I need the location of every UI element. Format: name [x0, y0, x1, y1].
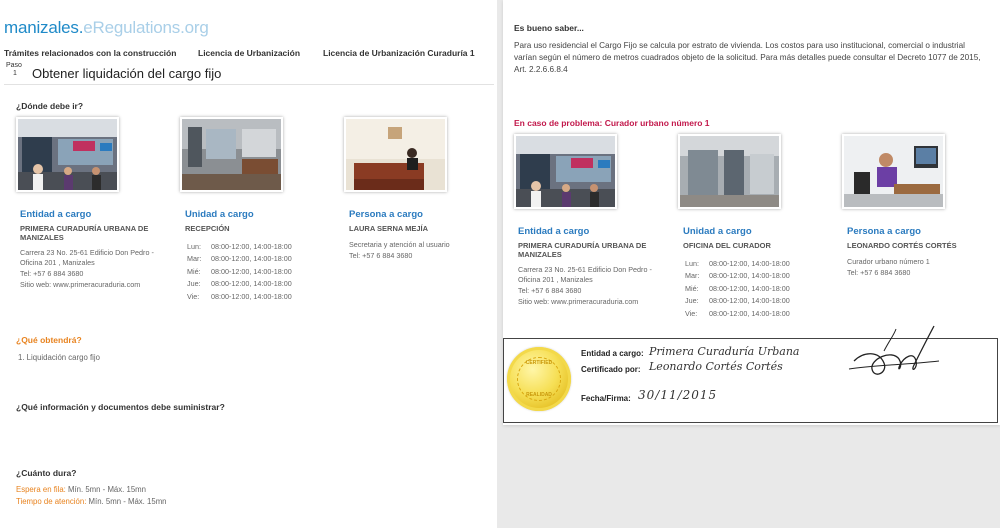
- hours-time: 08:00-12:00, 14:00-18:00: [709, 296, 790, 306]
- person-role: Secretaria y atención al usuario: [349, 240, 450, 249]
- problem-unit-heading: Unidad a cargo: [683, 226, 752, 237]
- problem-person-photo: [842, 134, 945, 209]
- breadcrumb-item-urbanization[interactable]: Licencia de Urbanización: [198, 48, 301, 58]
- logo-main: manizales.: [4, 18, 84, 37]
- service-label: Tiempo de atención:: [16, 497, 87, 506]
- entity-website[interactable]: Sitio web: www.primeracuraduria.com: [20, 280, 141, 289]
- hours-row: [187, 267, 292, 277]
- entity-name: PRIMERA CURADURÍA URBANA DE MANIZALES: [20, 224, 149, 242]
- problem-entity-address-line2: Oficina 201 , Manizales: [518, 275, 593, 284]
- hours-day: Mié:: [187, 266, 201, 276]
- site-logo[interactable]: [4, 18, 209, 38]
- obtain-heading: ¿Qué obtendrá?: [16, 335, 82, 345]
- hours-day: Jue:: [187, 279, 201, 289]
- certified-seal: [507, 347, 571, 411]
- hours-row: [187, 279, 292, 289]
- breadcrumb-item-construction[interactable]: Trámites relacionados con la construcción: [4, 48, 177, 58]
- person-phone: Tel: +57 6 884 3680: [349, 251, 413, 260]
- hours-time: 08:00-12:00, 14:00-18:00: [211, 291, 292, 301]
- certification-box: [503, 338, 998, 423]
- hours-row: [685, 296, 790, 306]
- cert-certified-value: Leonardo Cortés Cortés: [649, 360, 783, 373]
- duration-heading: ¿Cuánto dura?: [16, 468, 77, 478]
- hours-row: [685, 271, 790, 281]
- hours-row: [187, 254, 292, 264]
- entity-phone: Tel: +57 6 884 3680: [20, 269, 84, 278]
- hours-time: 08:00-12:00, 14:00-18:00: [211, 254, 292, 264]
- hours-day: Lun:: [685, 259, 699, 268]
- unit-heading: Unidad a cargo: [185, 209, 254, 220]
- signature-icon: [844, 321, 944, 391]
- documents-heading: ¿Qué información y documentos debe suministrar?: [16, 402, 225, 412]
- hours-time: 08:00-12:00, 14:00-18:00: [211, 279, 292, 289]
- hours-row: [685, 284, 790, 294]
- cert-entity-label: Entidad a cargo:: [581, 349, 644, 358]
- problem-unit-name: OFICINA DEL CURADOR: [683, 241, 771, 250]
- hours-day: Vie:: [685, 308, 698, 318]
- entity-address-line1: Carrera 23 No. 25-61 Edificio Don Pedro -: [20, 248, 154, 257]
- service-value: Mín. 5mn - Máx. 15mn: [88, 497, 167, 506]
- hours-row: [187, 242, 292, 252]
- cert-certified-label: Certificado por:: [581, 365, 641, 374]
- problem-person-phone: Tel: +57 6 884 3680: [847, 268, 911, 277]
- person-heading: Persona a cargo: [349, 209, 423, 220]
- cert-date-value: 30/11/2015: [638, 388, 718, 402]
- unit-photo: [180, 117, 283, 192]
- where-heading: ¿Dónde debe ir?: [16, 101, 84, 111]
- divider: [4, 84, 494, 85]
- problem-person-name: LEONARDO CORTÉS CORTÉS: [847, 241, 957, 250]
- problem-entity-address-line1: Carrera 23 No. 25-61 Edificio Don Pedro -: [518, 265, 652, 274]
- queue-value: Mín. 5mn - Máx. 15mn: [68, 485, 147, 494]
- left-page: [0, 0, 497, 528]
- hours-row: [685, 309, 790, 319]
- hours-day: Mar:: [685, 271, 700, 281]
- problem-entity-name: PRIMERA CURADURÍA URBANA DE MANIZALES: [518, 241, 647, 259]
- person-photo: [344, 117, 447, 192]
- step-number: 1: [13, 70, 17, 77]
- hours-row: [187, 292, 292, 302]
- hours-time: 08:00-12:00, 14:00-18:00: [709, 308, 790, 318]
- problem-entity-website[interactable]: Sitio web: www.primeracuraduria.com: [518, 297, 639, 306]
- cert-entity-value: Primera Curaduría Urbana: [649, 345, 800, 358]
- hours-day: Mié:: [685, 283, 699, 293]
- queue-label: Espera en fila:: [16, 485, 66, 494]
- step-label: Paso: [6, 62, 22, 69]
- hours-day: Jue:: [685, 296, 699, 306]
- problem-heading: En caso de problema: Curador urbano número 1: [514, 118, 710, 128]
- breadcrumb-item-curaduria[interactable]: Licencia de Urbanización Curaduría 1: [323, 48, 475, 58]
- unit-name: RECEPCIÓN: [185, 224, 230, 233]
- queue-time: [16, 485, 146, 495]
- hours-time: 08:00-12:00, 14:00-18:00: [709, 259, 790, 268]
- hours-day: Vie:: [187, 291, 200, 301]
- hours-day: Lun:: [187, 242, 201, 251]
- person-name: LAURA SERNA MEJÍA: [349, 224, 429, 233]
- hours-time: 08:00-12:00, 14:00-18:00: [709, 271, 790, 281]
- entity-address-line2: Oficina 201 , Manizales: [20, 258, 95, 267]
- step-title: Obtener liquidación del cargo fijo: [32, 66, 222, 81]
- hours-row: [685, 259, 790, 269]
- unit-hours-table: [185, 240, 294, 304]
- hours-time: 08:00-12:00, 14:00-18:00: [709, 283, 790, 293]
- hours-time: 08:00-12:00, 14:00-18:00: [211, 242, 292, 251]
- problem-entity-heading: Entidad a cargo: [518, 226, 590, 237]
- service-time: [16, 497, 167, 507]
- problem-person-heading: Persona a cargo: [847, 226, 921, 237]
- problem-person-role: Curador urbano número 1: [847, 257, 930, 266]
- cert-date-label: Fecha/Firma:: [581, 394, 631, 403]
- entity-heading: Entidad a cargo: [20, 209, 92, 220]
- problem-entity-phone: Tel: +57 6 884 3680: [518, 286, 582, 295]
- logo-suffix: eRegulations.org: [83, 18, 209, 37]
- problem-entity-photo: [514, 134, 617, 209]
- problem-unit-photo: [678, 134, 781, 209]
- seal-text-bottom: REALIDAD: [526, 392, 552, 398]
- obtain-item: 1. Liquidación cargo fijo: [18, 353, 100, 362]
- problem-unit-hours-table: [683, 257, 792, 321]
- good-to-know-heading: Es bueno saber...: [514, 23, 584, 33]
- seal-text-top: CERTIFIED: [525, 360, 553, 366]
- entity-photo: [16, 117, 119, 192]
- hours-day: Mar:: [187, 254, 202, 264]
- hours-time: 08:00-12:00, 14:00-18:00: [211, 266, 292, 276]
- good-to-know-text: Para uso residencial el Cargo Fijo se calcula por estrato de vivienda. Los costos para uso institucional, comercial o industrial varían según el número de metros cuadrados objeto de la solicitud. Para más detalles puede consultar el Decreto 1077 de 2015, Art. 2.2.6.6.8.4: [514, 41, 981, 74]
